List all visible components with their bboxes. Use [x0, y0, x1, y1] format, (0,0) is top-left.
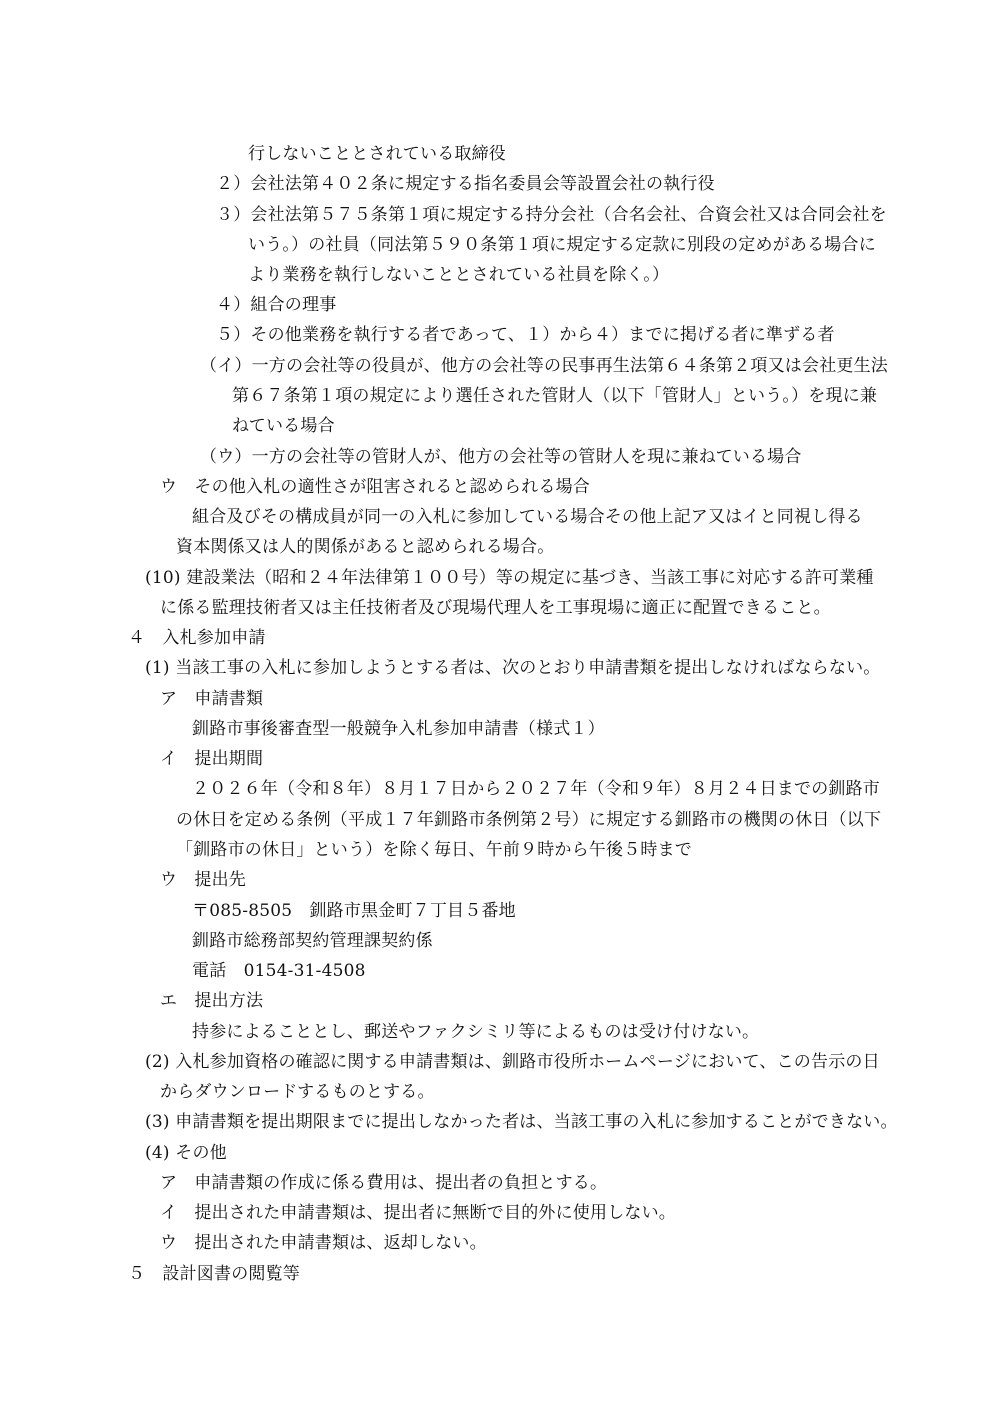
text-line: ３）会社法第５７５条第１項に規定する持分会社（合名会社、合資会社又は合同会社を [216, 205, 887, 225]
text-line: ア 申請書類 [160, 689, 264, 709]
text-line: ４）組合の理事 [216, 295, 337, 315]
text-line: (2) 入札参加資格の確認に関する申請書類は、釧路市役所ホームページにおいて、この告示の日 [145, 1052, 880, 1072]
text-line: 〒085-8505 釧路市黒金町７丁目５番地 [192, 901, 516, 921]
text-line: ５）その他業務を執行する者であって、１）から４）までに掲げる者に準ずる者 [216, 325, 835, 345]
text-line: 釧路市事後審査型一般競争入札参加申請書（様式１） [192, 719, 605, 739]
text-line: イ 提出期間 [160, 749, 264, 769]
text-line: ４ 入札参加申請 [128, 628, 266, 648]
text-line: 第６７条第１項の規定により選任された管財人（以下「管財人」という。）を現に兼 [232, 386, 878, 406]
text-line: (3) 申請書類を提出期限までに提出しなかった者は、当該工事の入札に参加することができない。 [145, 1112, 898, 1132]
text-line: エ 提出方法 [160, 991, 264, 1011]
text-line: 電話 0154-31-4508 [192, 961, 366, 981]
text-line: に係る監理技術者又は主任技術者及び現場代理人を工事現場に適正に配置できること。 [160, 598, 831, 618]
text-line: ねている場合 [232, 416, 335, 436]
text-line: (10) 建設業法（昭和２４年法律第１００号）等の規定に基づき、当該工事に対応する許可業種 [145, 568, 874, 588]
text-line: より業務を執行しないこととされている社員を除く。） [248, 265, 670, 285]
text-line: ウ 提出された申請書類は、返却しない。 [160, 1233, 487, 1253]
text-line: 行しないこととされている取締役 [248, 144, 506, 164]
text-line: ウ その他入札の適性さが阻害されると認められる場合 [160, 477, 590, 497]
text-line: 組合及びその構成員が同一の入札に参加している場合その他上記ア又はイと同視し得る [192, 507, 863, 527]
text-line: イ 提出された申請書類は、提出者に無断で目的外に使用しない。 [160, 1203, 676, 1223]
text-line: 資本関係又は人的関係があると認められる場合。 [176, 537, 555, 557]
text-line: 釧路市総務部契約管理課契約係 [192, 931, 433, 951]
text-line: からダウンロードするものとする。 [160, 1082, 435, 1102]
text-line: 持参によることとし、郵送やファクシミリ等によるものは受け付けない。 [192, 1022, 760, 1042]
text-line: ２０２６年（令和８年）８月１７日から２０２７年（令和９年）８月２４日までの釧路市 [192, 779, 880, 799]
text-line: ５ 設計図書の閲覧等 [128, 1264, 300, 1284]
text-line: ア 申請書類の作成に係る費用は、提出者の負担とする。 [160, 1173, 608, 1193]
text-line: ２）会社法第４０２条に規定する指名委員会等設置会社の執行役 [216, 174, 715, 194]
text-line: （イ）一方の会社等の役員が、他方の会社等の民事再生法第６４条第２項又は会社更生法 [200, 356, 888, 376]
text-line: (4) その他 [145, 1143, 227, 1163]
text-line: 「釧路市の休日」という）を除く毎日、午前９時から午後５時まで [176, 840, 692, 860]
text-line: （ウ）一方の会社等の管財人が、他方の会社等の管財人を現に兼ねている場合 [200, 447, 802, 467]
text-line: ウ 提出先 [160, 870, 246, 890]
text-line: いう。）の社員（同法第５９０条第１項に規定する定款に別段の定めがある場合に [248, 235, 876, 255]
text-line: (1) 当該工事の入札に参加しようとする者は、次のとおり申請書類を提出しなければならない。 [145, 658, 881, 678]
text-line: の休日を定める条例（平成１７年釧路市条例第２号）に規定する釧路市の機関の休日（以下 [176, 810, 882, 830]
